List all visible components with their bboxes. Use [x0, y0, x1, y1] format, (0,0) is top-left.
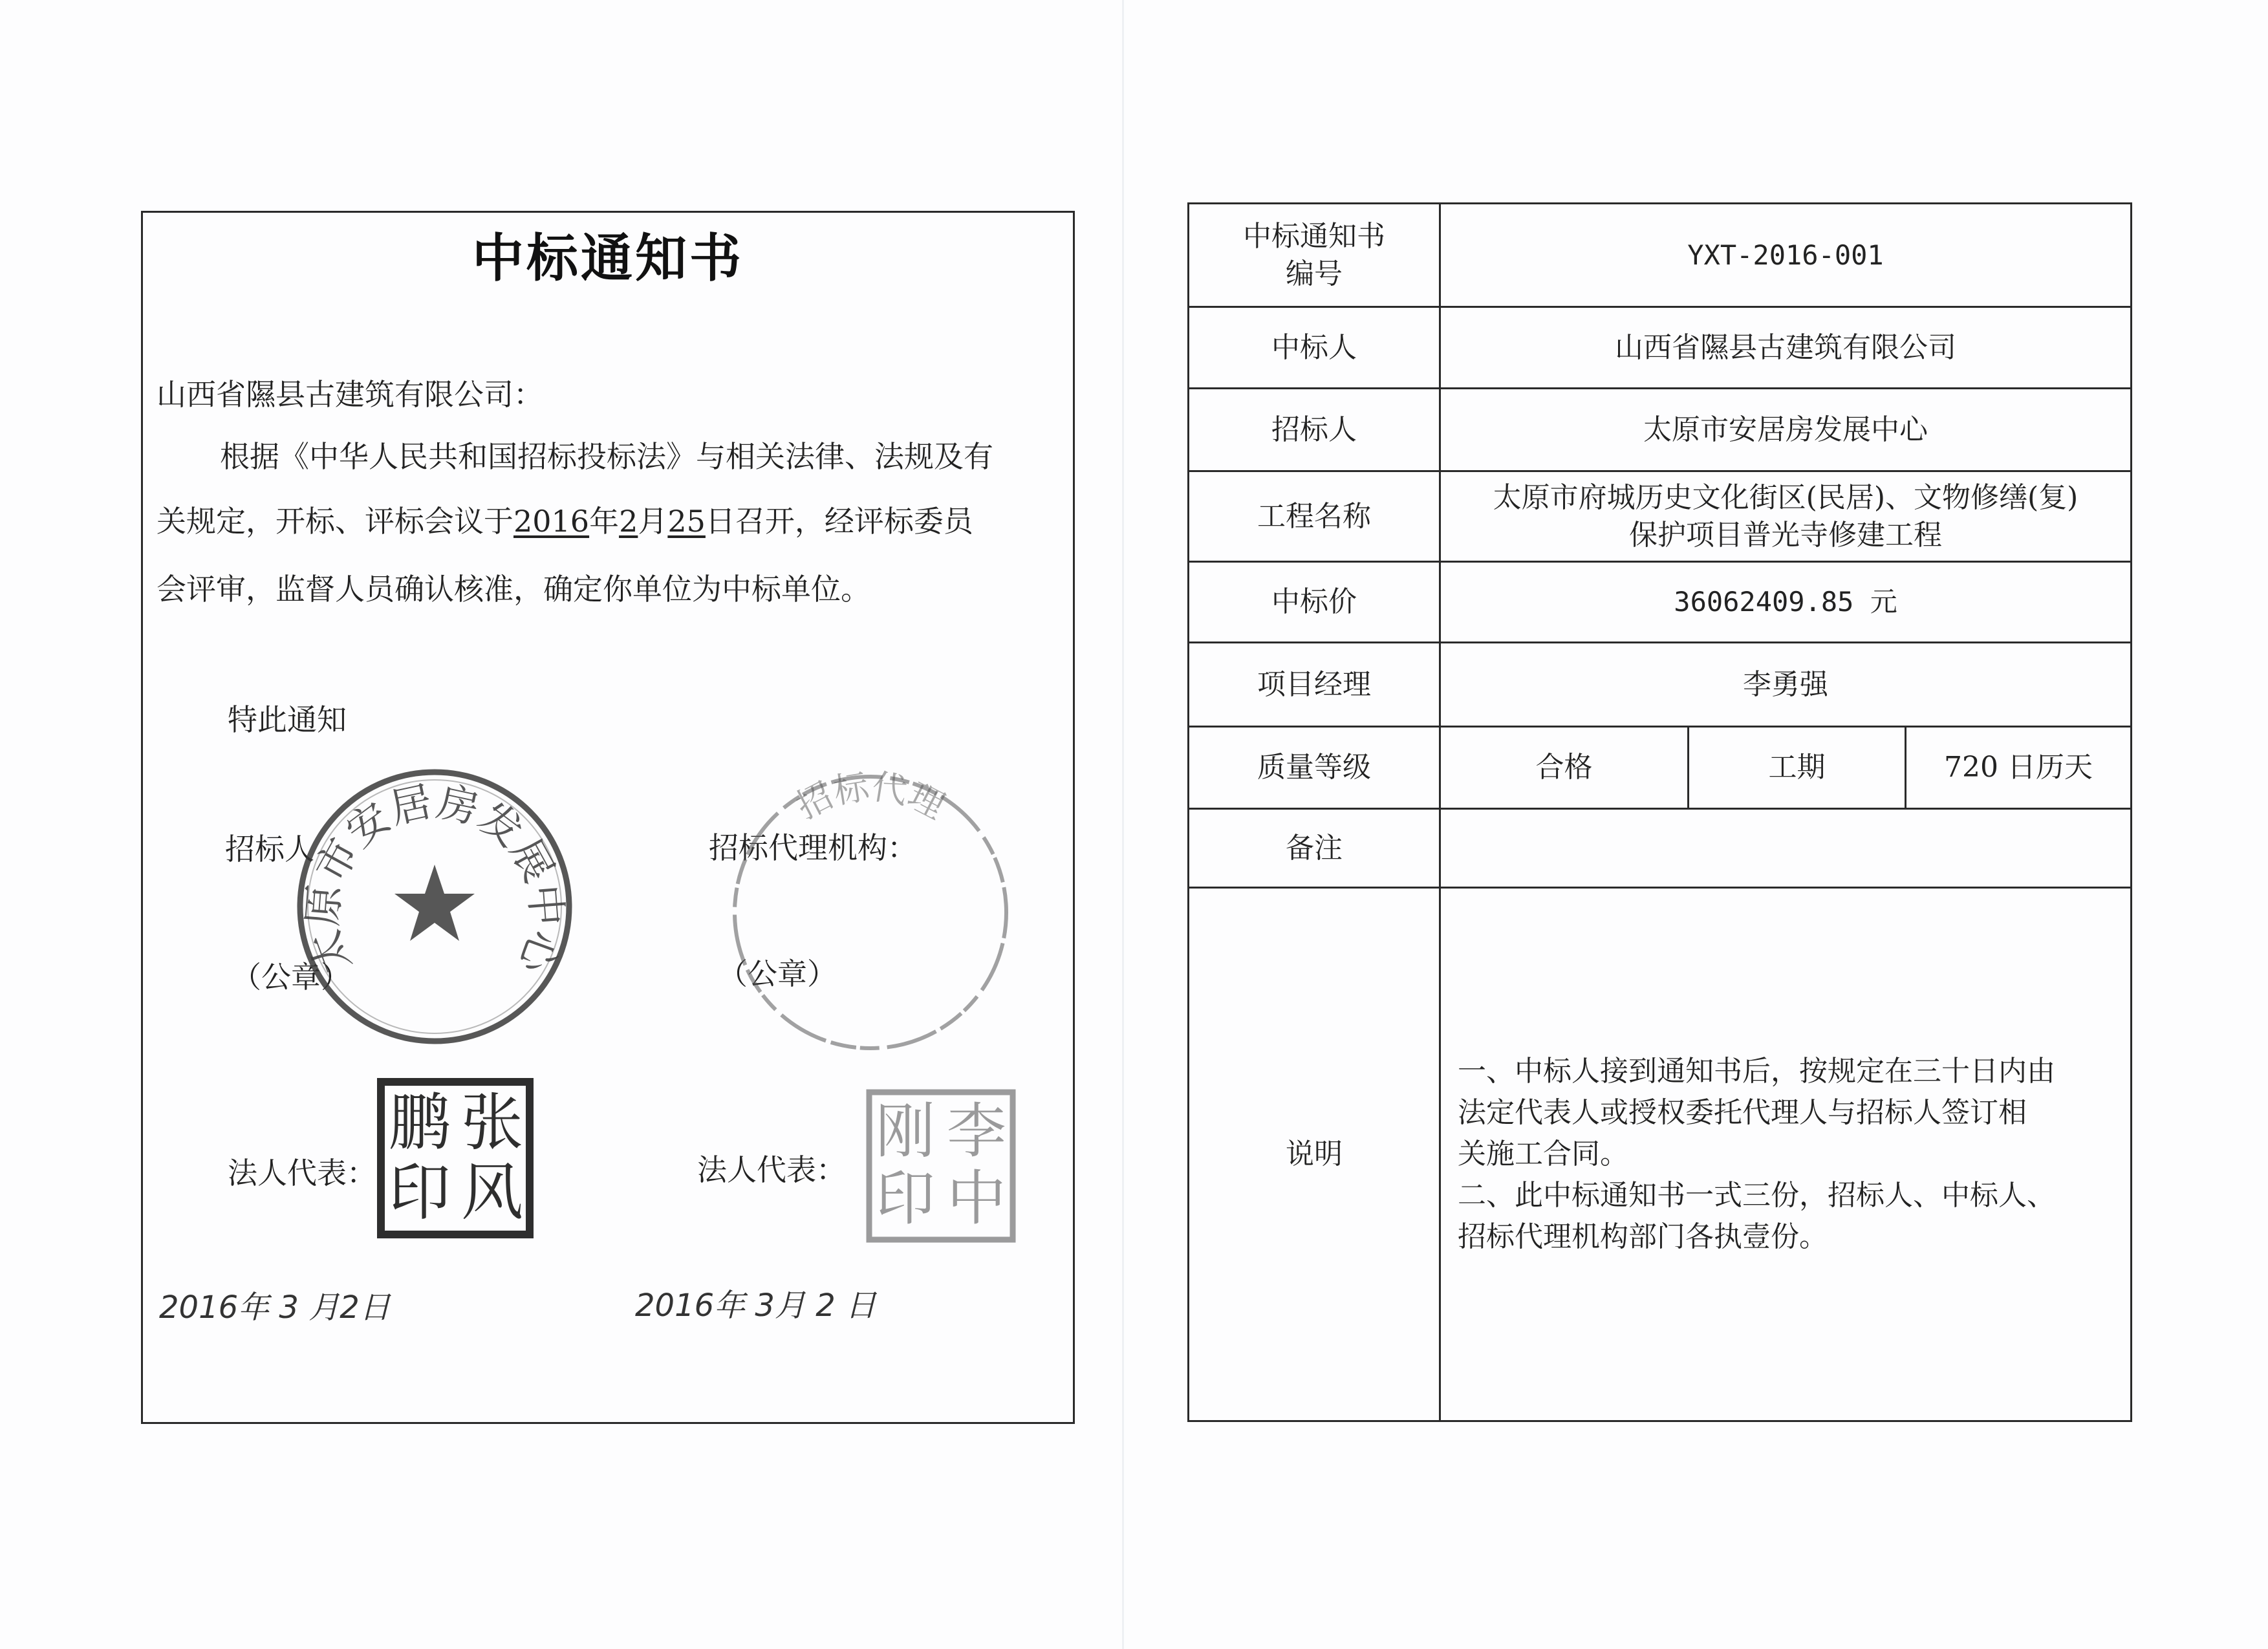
project-name-line2: 保护项目普光寺修建工程 — [1629, 518, 1942, 552]
instruction-line-4: 二、此中标通知书一式三份，招标人、中标人、 — [1458, 1179, 2055, 1212]
instruction-line-3: 关施工合同。 — [1458, 1137, 1628, 1170]
project-name-line1: 太原市府城历史文化街区(民居)、文物修缮(复) — [1493, 480, 2079, 514]
signing-date-tenderer: 2016年 3 月2日 — [159, 1289, 391, 1326]
label-winner: 中标人 — [1189, 307, 1440, 389]
value-project-manager: 李勇强 — [1440, 643, 2132, 727]
month-unit: 月 — [638, 504, 668, 539]
table-row-bid-price — [1189, 562, 2132, 643]
value-project-name — [1440, 471, 2132, 562]
body-line-1: 根据《中华人民共和国招标投标法》与相关法律、法规及有 — [220, 439, 993, 474]
value-bid-price: 36062409.85 元 — [1440, 562, 2132, 643]
table-row-notice-number — [1189, 204, 2132, 307]
seal-label-tenderer: （公章） — [232, 960, 351, 995]
tenderer-round-seal — [283, 755, 587, 1059]
body-line-2-post: 日召开，经评标委员 — [705, 504, 973, 539]
value-winner: 山西省隰县古建筑有限公司 — [1440, 307, 2132, 389]
body-line-3: 会评审，监督人员确认核准，确定你单位为中标单位。 — [157, 572, 870, 607]
bid-info-table — [1187, 202, 2132, 1422]
addressee: 山西省隰县古建筑有限公司： — [157, 377, 543, 412]
value-construction-period: 720 日历天 — [1906, 727, 2132, 809]
seal2-char-4: 印 — [875, 1164, 936, 1233]
legal-rep-label-tenderer: 法人代表： — [228, 1156, 376, 1191]
label-bid-price: 中标价 — [1189, 562, 1440, 643]
table-row-project-manager — [1189, 643, 2132, 727]
tenderer-seal-text: 太原市安居房发展中心 — [299, 778, 570, 980]
value-remarks — [1440, 809, 2132, 888]
seal2-char-3: 刚 — [875, 1097, 936, 1166]
label-notice-number — [1189, 204, 1440, 307]
meeting-year: 2016 — [513, 504, 590, 539]
seal1-char-2: 风 — [461, 1156, 523, 1229]
page-fold — [1122, 0, 1124, 1649]
value-instructions — [1440, 888, 2132, 1421]
year-unit: 年 — [589, 504, 620, 539]
table-row-tenderer — [1189, 389, 2132, 471]
seal2-char-2: 中 — [946, 1164, 1007, 1233]
notice-closing: 特此通知 — [228, 702, 347, 737]
seal1-char-4: 印 — [389, 1156, 451, 1229]
body-line-2-pre: 关规定，开标、评标会议于 — [157, 504, 513, 539]
meeting-day: 25 — [667, 504, 706, 539]
label-tenderer: 招标人 — [1189, 389, 1440, 471]
value-tenderer: 太原市安居房发展中心 — [1440, 389, 2132, 471]
seal2-char-1: 李 — [946, 1097, 1007, 1166]
value-quality-grade: 合格 — [1440, 727, 1689, 809]
agency-label: 招标代理机构： — [709, 830, 917, 865]
agency-seal-text: 招标代理 — [790, 766, 951, 827]
seal1-char-3: 鹏 — [389, 1086, 451, 1159]
tenderer-label: 招标人 — [225, 832, 314, 867]
body-line-2 — [157, 503, 973, 539]
label-notice-number-line2: 编号 — [1286, 257, 1343, 290]
label-construction-period: 工期 — [1689, 727, 1906, 809]
label-instructions: 说明 — [1189, 888, 1440, 1421]
label-notice-number-line1: 中标通知书 — [1243, 219, 1385, 253]
instruction-line-1: 一、中标人接到通知书后，按规定在三十日内由 — [1458, 1055, 2055, 1088]
seal1-char-1: 张 — [461, 1086, 523, 1159]
legal-rep-square-seal-2 — [865, 1088, 1017, 1244]
legal-rep-square-seal-1 — [377, 1078, 534, 1238]
table-row-instructions — [1189, 888, 2132, 1421]
label-project-name: 工程名称 — [1189, 471, 1440, 562]
seal-label-agency: （公章） — [718, 956, 837, 991]
label-quality-grade: 质量等级 — [1189, 727, 1440, 809]
meeting-month: 2 — [619, 504, 638, 539]
label-project-manager: 项目经理 — [1189, 643, 1440, 727]
instruction-line-2: 法定代表人或授权委托代理人与招标人签订相 — [1458, 1096, 2027, 1129]
table-row-winner — [1189, 307, 2132, 389]
legal-rep-label-agency: 法人代表： — [697, 1152, 846, 1187]
notice-title: 中标通知书 — [472, 228, 744, 288]
table-row-quality — [1189, 727, 2132, 809]
table-row-remarks — [1189, 809, 2132, 888]
star-icon — [394, 865, 475, 941]
value-notice-number: YXT-2016-001 — [1440, 204, 2132, 307]
table-row-project-name — [1189, 471, 2132, 562]
instruction-line-5: 招标代理机构部门各执壹份。 — [1458, 1220, 1828, 1253]
signing-date-agency: 2016年 3月 2 日 — [635, 1288, 877, 1324]
label-remarks: 备注 — [1189, 809, 1440, 888]
agency-round-seal — [709, 760, 1032, 1064]
